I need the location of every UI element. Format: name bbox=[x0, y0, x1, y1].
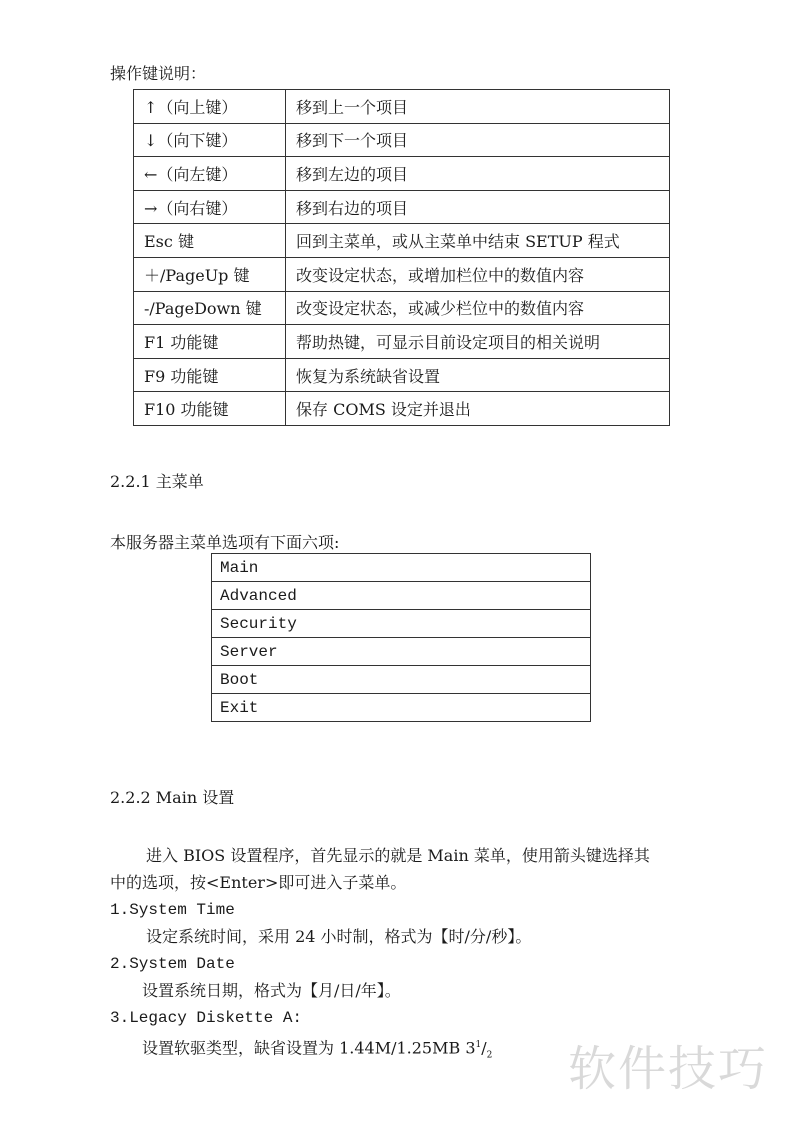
menu-item: Security bbox=[212, 610, 591, 638]
desc-cell: 改变设定状态，或增加栏位中的数值内容 bbox=[286, 257, 670, 291]
item-desc: 设定系统时间，采用 24 小时制，格式为【时/分/秒】。 bbox=[146, 927, 532, 946]
key-cell: ←（向左键） bbox=[134, 157, 286, 191]
desc-cell: 移到下一个项目 bbox=[286, 123, 670, 157]
section-heading-main-menu: 2.2.1 主菜单 bbox=[110, 472, 204, 491]
table-row bbox=[212, 666, 591, 694]
table-row bbox=[134, 157, 670, 191]
key-cell: F1 功能键 bbox=[134, 325, 286, 359]
key-table bbox=[133, 89, 670, 426]
desc-cell: 移到上一个项目 bbox=[286, 90, 670, 124]
desc-cell: 帮助热键，可显示目前设定项目的相关说明 bbox=[286, 325, 670, 359]
key-cell: ＋/PageUp 键 bbox=[134, 257, 286, 291]
table-row bbox=[212, 582, 591, 610]
table-row bbox=[134, 224, 670, 258]
main-menu-intro: 本服务器主菜单选项有下面六项: bbox=[110, 533, 340, 552]
table-row bbox=[212, 610, 591, 638]
item-desc: 设置系统日期，格式为【月/日/年】。 bbox=[142, 981, 401, 1000]
table-row bbox=[134, 325, 670, 359]
key-cell: ↑（向上键） bbox=[134, 90, 286, 124]
desc-cell: 保存 COMS 设定并退出 bbox=[286, 392, 670, 426]
key-cell: ↓（向下键） bbox=[134, 123, 286, 157]
paragraph-line-2: 中的选项，按<Enter>即可进入子菜单。 bbox=[110, 873, 407, 892]
menu-item: Boot bbox=[212, 666, 591, 694]
item-title: 1.System Time bbox=[110, 901, 235, 919]
desc-cell: 改变设定状态，或减少栏位中的数值内容 bbox=[286, 291, 670, 325]
key-cell: →（向右键） bbox=[134, 190, 286, 224]
section-heading-main-settings: 2.2.2 Main 设置 bbox=[110, 788, 235, 807]
menu-item: Advanced bbox=[212, 582, 591, 610]
item-desc bbox=[142, 1035, 492, 1066]
menu-item: Main bbox=[212, 554, 591, 582]
main-menu-table bbox=[211, 553, 591, 722]
key-cell: -/PageDown 键 bbox=[134, 291, 286, 325]
table-row bbox=[134, 358, 670, 392]
table-row bbox=[212, 554, 591, 582]
table-row bbox=[134, 190, 670, 224]
table-row bbox=[134, 392, 670, 426]
table-row bbox=[212, 694, 591, 722]
watermark: 软件技巧 bbox=[568, 1041, 769, 1097]
desc-cell: 移到左边的项目 bbox=[286, 157, 670, 191]
table-row bbox=[134, 291, 670, 325]
table-row bbox=[134, 257, 670, 291]
menu-item: Exit bbox=[212, 694, 591, 722]
key-cell: Esc 键 bbox=[134, 224, 286, 258]
key-cell: F10 功能键 bbox=[134, 392, 286, 426]
table-row bbox=[212, 638, 591, 666]
item-title: 2.System Date bbox=[110, 955, 235, 973]
key-cell: F9 功能键 bbox=[134, 358, 286, 392]
desc-cell: 回到主菜单，或从主菜单中结束 SETUP 程式 bbox=[286, 224, 670, 258]
item-title: 3.Legacy Diskette A: bbox=[110, 1009, 303, 1027]
intro-label: 操作键说明： bbox=[110, 64, 207, 83]
desc-cell: 移到右边的项目 bbox=[286, 190, 670, 224]
fraction-slash: / bbox=[481, 1038, 487, 1058]
item-desc-text: 设置软驱类型，缺省设置为 1.44M/1.25MB 3 bbox=[142, 1038, 476, 1058]
table-row bbox=[134, 123, 670, 157]
menu-item: Server bbox=[212, 638, 591, 666]
fraction-denominator: 2 bbox=[486, 1050, 493, 1061]
paragraph-line-1: 进入 BIOS 设置程序，首先显示的就是 Main 菜单，使用箭头键选择其 bbox=[146, 846, 650, 865]
table-row bbox=[134, 90, 670, 124]
fraction-numerator: 1 bbox=[475, 1040, 482, 1050]
desc-cell: 恢复为系统缺省设置 bbox=[286, 358, 670, 392]
